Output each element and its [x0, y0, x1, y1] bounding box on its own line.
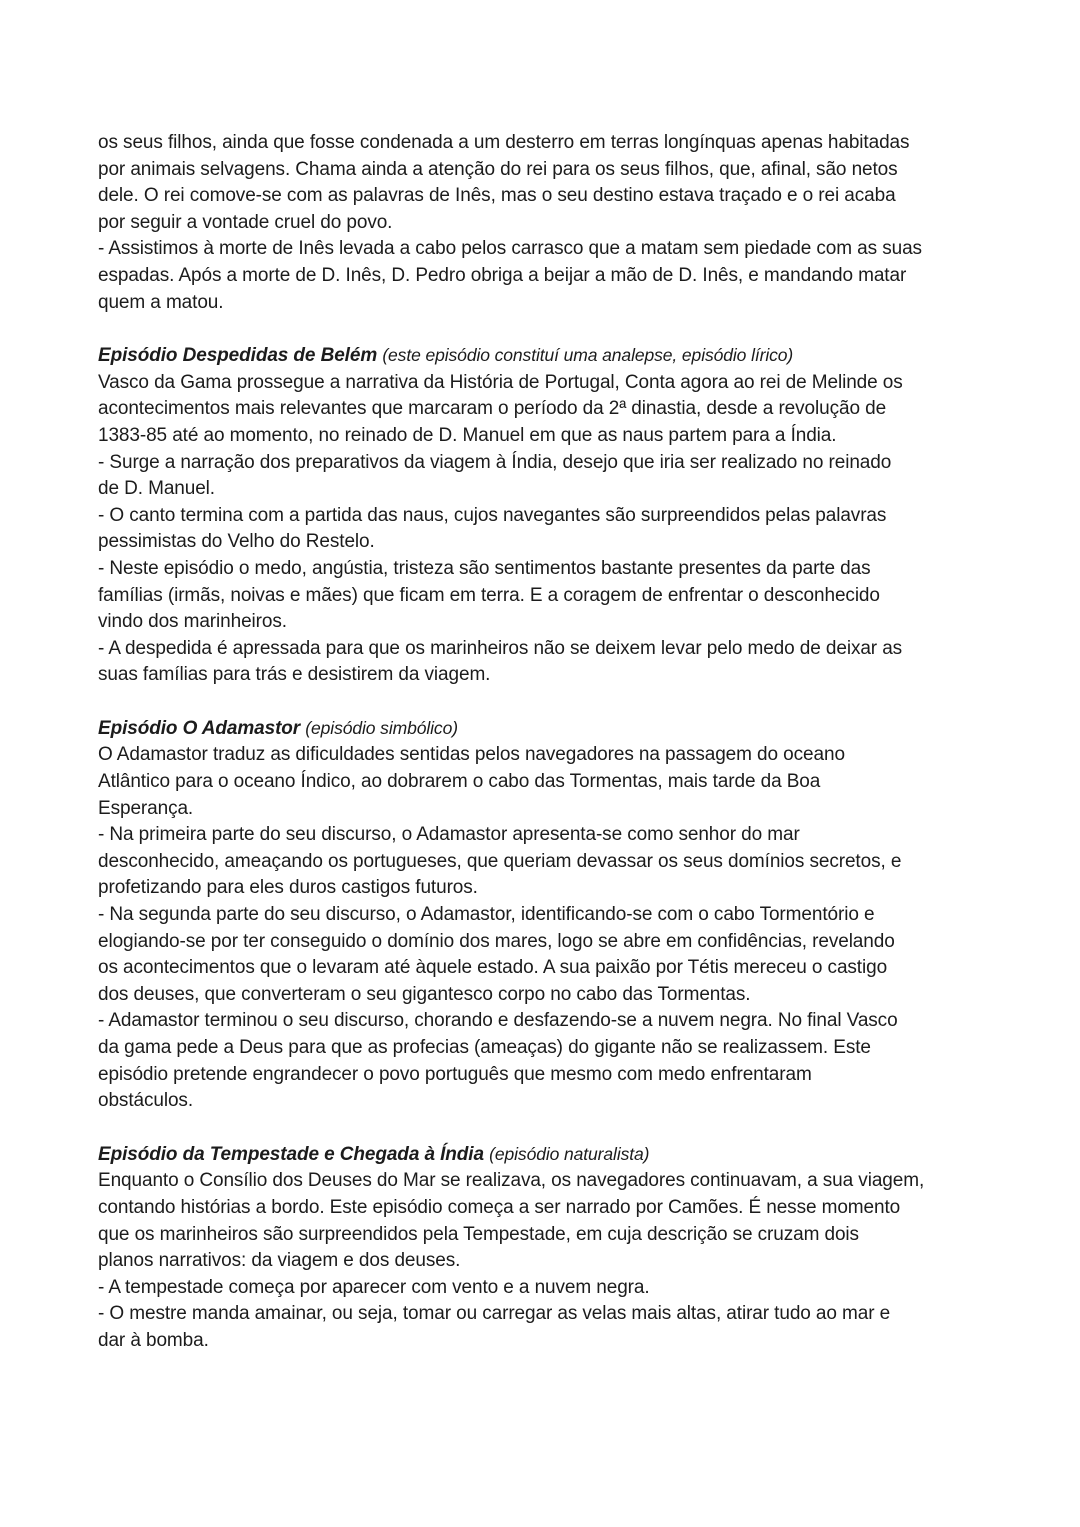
text-line: dar à bomba.: [98, 1329, 209, 1351]
text-line: acontecimentos mais relevantes que marcaram o período da 2ª dinastia, desde a revolução de: [98, 398, 887, 420]
text-line: planos narrativos: da viagem e dos deuses.: [98, 1250, 461, 1272]
text-line: - Na segunda parte do seu discurso, o Adamastor, identificando-se com o cabo Tormentório e: [98, 904, 875, 926]
text-line: elogiando-se por ter conseguido o domínio dos mares, logo se abre em confidências, revelando: [98, 930, 895, 952]
text-line: 1383-85 até ao momento, no reinado de D. Manuel em que as naus partem para a Índia.: [98, 424, 837, 446]
section-title: Episódio O Adamastor: [98, 717, 301, 739]
text-line: quem a matou.: [98, 291, 224, 313]
text-line: por animais selvagens. Chama ainda a atenção do rei para os seus filhos, que, afinal, são netos: [98, 158, 898, 180]
section-note: (este episódio constituí uma analepse, episódio lírico): [382, 345, 794, 366]
text-line: Esperança.: [98, 797, 194, 819]
paragraph-gap: [98, 316, 998, 342]
text-line: O Adamastor traduz as dificuldades sentidas pelos navegadores na passagem do oceano: [98, 744, 845, 766]
section-heading: [98, 342, 998, 370]
section-despedidas-belem: [98, 342, 998, 689]
text-line: Atlântico para o oceano Índico, ao dobrarem o cabo das Tormentas, mais tarde da Boa: [98, 771, 821, 793]
text-line: da gama pede a Deus para que as profecias (ameaças) do gigante não se realizassem. Este: [98, 1037, 871, 1058]
text-line: contando histórias a bordo. Este episódio começa a ser narrado por Camões. É nesse momento: [98, 1196, 901, 1218]
intro-paragraph: [98, 130, 998, 316]
text-line: - Surge a narração dos preparativos da viagem à Índia, desejo que iria ser realizado no reinado: [98, 451, 892, 473]
text-line: - Na primeira parte do seu discurso, o Adamastor apresenta-se como senhor do mar: [98, 824, 800, 846]
text-line: dos deuses, que converteram o seu gigantesco corpo no cabo das Tormentas.: [98, 983, 751, 1005]
text-line: famílias (irmãs, noivas e mães) que ficam em terra. E a coragem de enfrentar o desconhecido: [98, 584, 880, 606]
section-heading: [98, 715, 998, 743]
text-line: episódio pretende engrandecer o povo português que mesmo com medo enfrentaram: [98, 1063, 812, 1085]
document-page: [98, 130, 998, 1355]
text-line: - Adamastor terminou o seu discurso, chorando e desfazendo-se a nuvem negra. No final Vasco: [98, 1010, 898, 1032]
section-title: Episódio da Tempestade e Chegada à Índia: [98, 1143, 484, 1165]
text-line: que os marinheiros são surpreendidos pela Tempestade, em cuja descrição se cruzam dois: [98, 1223, 859, 1245]
section-adamastor: [98, 715, 998, 1115]
text-line: - O canto termina com a partida das naus, cujos navegantes são surpreendidos pelas palavras: [98, 504, 887, 526]
text-line: suas famílias para trás e desistirem da viagem.: [98, 664, 491, 686]
section-tempestade-india: [98, 1141, 998, 1355]
paragraph-gap: [98, 689, 998, 715]
text-line: - Assistimos à morte de Inês levada a cabo pelos carrasco que a matam sem piedade com as suas: [98, 238, 922, 260]
paragraph-gap: [98, 1115, 998, 1141]
section-note: (episódio simbólico): [305, 717, 458, 738]
section-note: (episódio naturalista): [489, 1143, 650, 1164]
text-line: espadas. Após a morte de D. Inês, D. Pedro obriga a beijar a mão de D. Inês, e mandando matar: [98, 264, 907, 286]
text-line: desconhecido, ameaçando os portugueses, que queriam devassar os seus domínios secretos, e: [98, 850, 902, 872]
text-line: os acontecimentos que o levaram até àquele estado. A sua paixão por Tétis mereceu o castigo: [98, 957, 888, 979]
text-line: vindo dos marinheiros.: [98, 611, 287, 633]
text-line: Enquanto o Consílio dos Deuses do Mar se realizava, os navegadores continuavam, a sua viagem,: [98, 1170, 925, 1192]
text-line: dele. O rei comove-se com as palavras de Inês, mas o seu destino estava traçado e o rei acaba: [98, 185, 896, 207]
text-line: por seguir a vontade cruel do povo.: [98, 211, 393, 233]
text-line: pessimistas do Velho do Restelo.: [98, 531, 375, 553]
text-line: - A tempestade começa por aparecer com vento e a nuvem negra.: [98, 1276, 650, 1298]
section-heading: [98, 1141, 998, 1169]
section-title: Episódio Despedidas de Belém: [98, 345, 378, 367]
text-line: de D. Manuel.: [98, 478, 215, 500]
text-line: Vasco da Gama prossegue a narrativa da História de Portugal, Conta agora ao rei de Melinde os: [98, 371, 903, 393]
text-line: profetizando para eles duros castigos futuros.: [98, 877, 478, 899]
text-line: - Neste episódio o medo, angústia, tristeza são sentimentos bastante presentes da parte das: [98, 557, 871, 579]
text-line: - A despedida é apressada para que os marinheiros não se deixem levar pelo medo de deixar as: [98, 637, 903, 659]
text-line: obstáculos.: [98, 1090, 194, 1112]
text-line: - O mestre manda amainar, ou seja, tomar ou carregar as velas mais altas, atirar tudo ao mar e: [98, 1303, 891, 1325]
text-line: os seus filhos, ainda que fosse condenada a um desterro em terras longínquas apenas habitadas: [98, 132, 910, 153]
